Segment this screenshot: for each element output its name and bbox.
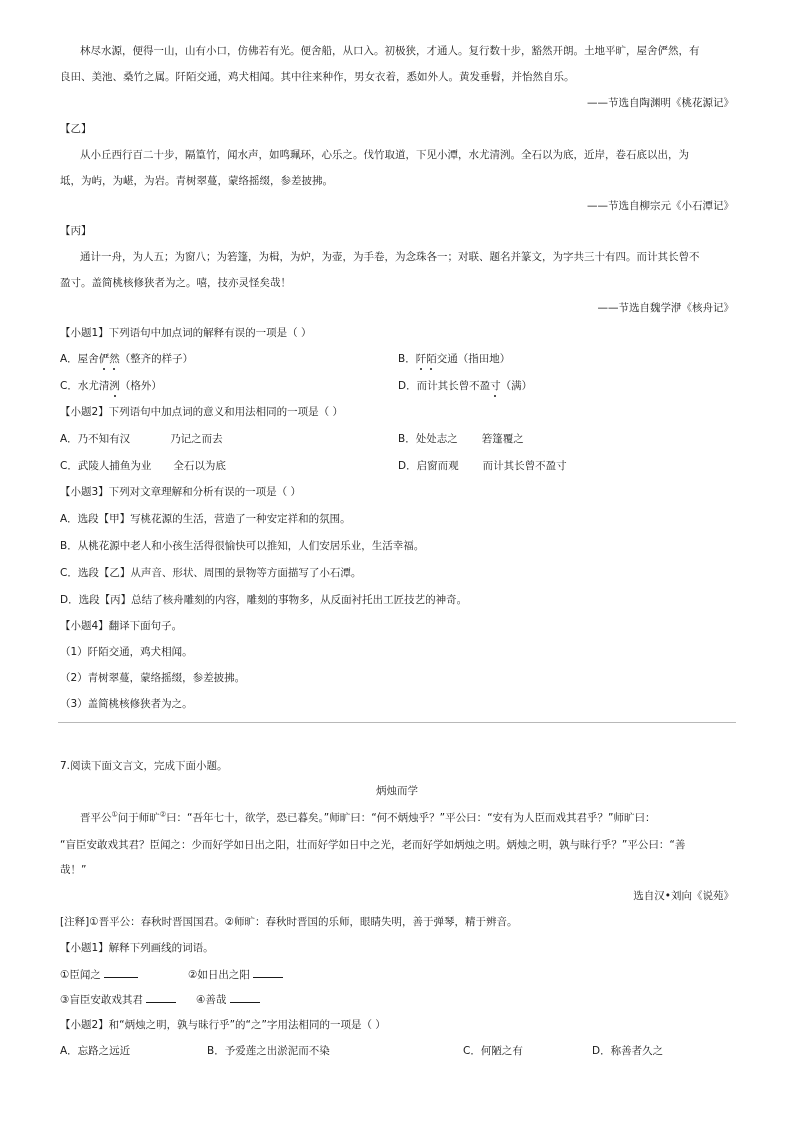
q3-option-a[interactable]: A．选段【甲】写桃花源的生活，营造了一种安定祥和的氛围。 [60, 513, 351, 525]
q7-sq1-item-2: ②如日出之阳 [188, 967, 283, 982]
q4-stem: 【小题4】翻译下面句子。 [60, 620, 183, 632]
footnote-marker: ① [111, 810, 118, 819]
jia-line-2: 良田、美池、桑竹之属。阡陌交通，鸡犬相闻。其中往来种作，男女衣着，悉如外人。黄发垂髫，并怡然自乐。 [60, 71, 575, 83]
q1-stem: 【小题1】下列语句中加点词的解释有误的一项是（ ） [60, 327, 312, 339]
q3-option-b[interactable]: B．从桃花源中老人和小孩生活得很愉快可以推知，人们安居乐业，生活幸福。 [60, 540, 425, 552]
q7-source: 选自汉•刘向《说苑》 [633, 890, 734, 902]
q3-stem: 【小题3】下列对文章理解和分析有误的一项是（ ） [60, 486, 302, 498]
q2-option-a[interactable]: A．乃不知有汉 乃记之而去 [60, 433, 223, 445]
q2-option-b[interactable]: B．处处志之 箬篷覆之 [398, 433, 524, 445]
q1-option-d[interactable]: D．而计其长曾不盈寸（满） [398, 380, 533, 392]
answer-blank[interactable] [253, 967, 283, 978]
q4-sentence-1: （1）阡陌交通，鸡犬相闻。 [60, 646, 193, 658]
yi-line-1: 从小丘西行百二十步，隔篁竹，闻水声，如鸣珮环，心乐之。伐竹取道，下见小潭，水尤清洌。全石以为底，近岸，卷石底以出，为 [80, 149, 689, 161]
q7-sq2-option-d[interactable]: D．称善者久之 [592, 1045, 664, 1057]
q1-option-b[interactable]: B．阡陌交通（指田地） [398, 353, 511, 365]
dotted-char: 俨 [98, 353, 110, 365]
q7-title: 炳烛而学 [376, 785, 418, 797]
q7-sq2-option-c[interactable]: C．何陋之有 [463, 1045, 523, 1057]
q7-sq1-stem: 【小题1】解释下列画线的词语。 [60, 942, 214, 954]
bing-label: 【丙】 [60, 225, 92, 237]
bing-line-1: 通计一舟，为人五；为窗八；为箬篷，为楫，为炉，为壶，为手卷，为念珠各一；对联、题名并篆文，为字共三十有四。而计其长曾不 [80, 251, 700, 263]
q7-note: [注释]①晋平公：春秋时晋国国君。②师旷：春秋时晋国的乐师，眼睛失明，善于弹琴，精于辨音。 [60, 916, 518, 928]
jia-line-1: 林尽水源，便得一山，山有小口，仿佛若有光。便舍船，从口入。初极狭，才通人。复行数十步，豁然开朗。土地平旷，屋舍俨然，有 [80, 45, 700, 57]
q7-sq2-stem: 【小题2】和“炳烛之明，孰与昧行乎”的“之”字用法相同的一项是（ ） [60, 1019, 386, 1031]
answer-blank[interactable] [230, 992, 260, 1003]
dotted-char: 洌 [109, 380, 120, 392]
q7-sq1-item-3: ③盲臣安敢戏其君 [60, 992, 176, 1007]
yi-label: 【乙】 [60, 123, 92, 135]
dotted-char: 然 [109, 353, 120, 365]
q1-option-a[interactable]: A．屋舍俨然（整齐的样子） [60, 353, 194, 365]
bing-line-2: 盈寸。盖简桃核修狭者为之。嘻，技亦灵怪矣哉！ [60, 277, 291, 289]
q4-sentence-3: （3）盖简桃核修狭者为之。 [60, 698, 193, 710]
answer-blank[interactable] [104, 967, 138, 978]
jia-source: ——节选自陶渊明《桃花源记》 [587, 97, 734, 109]
q7-para-line-1: 晋平公①问于师旷②曰：“吾年七十，欲学，恐已暮矣。”师旷曰：“何不炳烛乎？”平公曰：“安有为人臣而戏其君乎？”师旷曰： [80, 810, 656, 824]
yi-line-2: 坻，为屿，为嵁，为岩。青树翠蔓，蒙络摇缀，参差披拂。 [60, 175, 333, 187]
q2-option-d[interactable]: D．启窗而观 而计其长曾不盈寸 [398, 460, 567, 472]
q2-stem: 【小题2】下列语句中加点词的意义和用法相同的一项是（ ） [60, 406, 344, 418]
q3-option-c[interactable]: C．选段【乙】从声音、形状、周围的景物等方面描写了小石潭。 [60, 567, 362, 579]
q7-para-line-2: “盲臣安敢戏其君？臣闻之：少而好学如日出之阳，壮而好学如日中之光，老而好学如炳烛之明。炳烛之明，孰与昧行乎？”平公曰：“善 [60, 839, 686, 851]
dotted-char: 阡 [415, 353, 427, 365]
q4-sentence-2: （2）青树翠蔓，蒙络摇缀，参差披拂。 [60, 672, 246, 684]
yi-source: ——节选自柳宗元《小石潭记》 [587, 200, 734, 212]
bing-source: ——节选自魏学洢《核舟记》 [597, 302, 734, 314]
q1-option-c[interactable]: C．水尤清洌（格外） [60, 380, 162, 392]
q7-sq1-item-1: ①臣闻之 [60, 967, 138, 982]
dotted-char: 寸 [490, 380, 501, 392]
q7-sq2-option-a[interactable]: A．忘路之远近 [60, 1045, 131, 1057]
q7-intro: 7.阅读下面文言文，完成下面小题。 [60, 760, 228, 772]
q7-para-line-3: 哉！” [60, 864, 87, 876]
q3-option-d[interactable]: D．选段【丙】总结了核舟雕刻的内容，雕刻的事物多，从反面衬托出工匠技艺的神奇。 [60, 594, 468, 606]
section-divider [58, 722, 736, 723]
footnote-marker: ② [159, 810, 167, 819]
answer-blank[interactable] [146, 992, 176, 1003]
dotted-char: 陌 [426, 353, 437, 365]
q7-sq1-item-4: ④善哉 [196, 992, 260, 1007]
q2-option-c[interactable]: C．武陵人捕鱼为业 全石以为底 [60, 460, 226, 472]
q7-sq2-option-b[interactable]: B．予爱莲之出淤泥而不染 [207, 1045, 330, 1057]
